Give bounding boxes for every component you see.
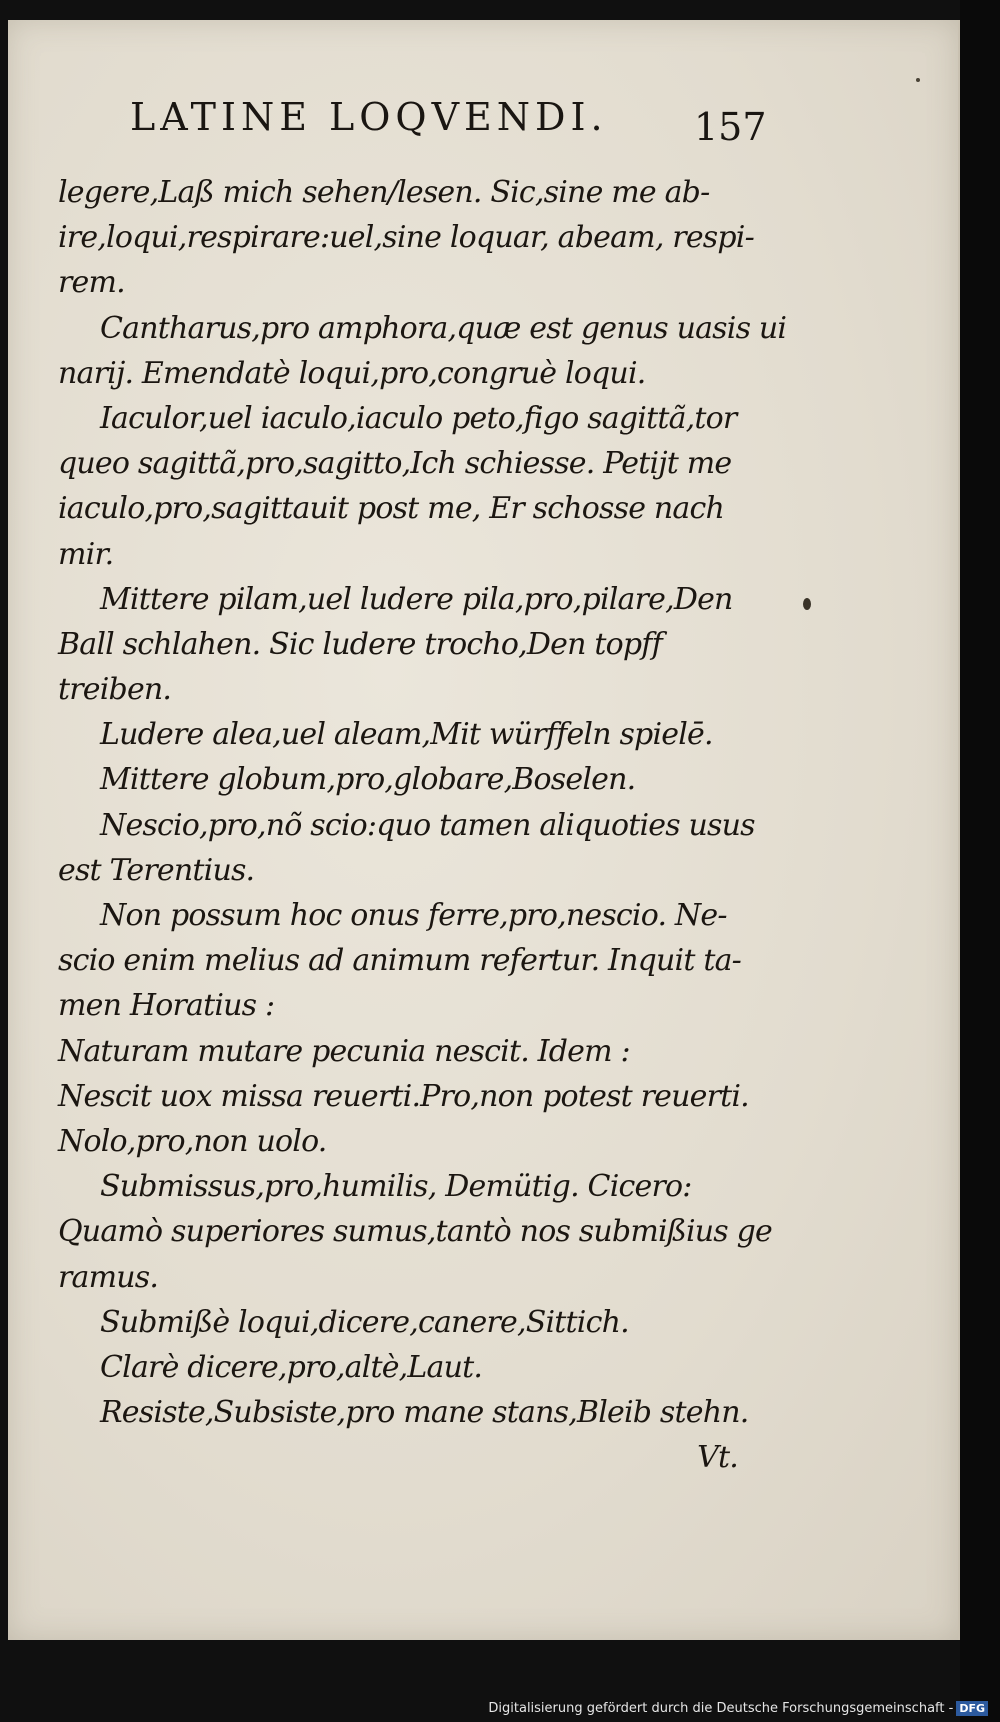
text-line: iaculo,pro,sagittauit post me, Er schosse nach xyxy=(58,491,725,527)
running-title: LATINE LOQVENDI. xyxy=(130,95,608,139)
text-line: narij. Emendatè loqui,pro,congruè loqui. xyxy=(58,355,646,391)
text-line: Submißè loqui,dicere,canere,Sittich. xyxy=(100,1304,629,1340)
text-line: scio enim melius ad animum refertur. Inquit ta- xyxy=(58,943,742,979)
text-line: Resiste,Subsiste,pro mane stans,Bleib stehn. xyxy=(100,1395,749,1431)
text-line: Nolo,pro,non uolo. xyxy=(58,1123,327,1159)
text-line: Iaculor,uel iaculo,iaculo peto,figo sagittã,tor xyxy=(100,400,737,436)
dfg-logo-icon: DFG xyxy=(956,1701,988,1716)
text-line: Submissus,pro,humilis, Demütig. Cicero: xyxy=(100,1169,692,1205)
text-line: men Horatius : xyxy=(58,988,275,1024)
text-line: Nescit uox missa reuerti.Pro,non potest reuerti. xyxy=(58,1078,749,1114)
text-line: est Terentius. xyxy=(58,852,255,888)
paper-speck xyxy=(916,78,920,82)
ink-blot xyxy=(803,598,811,610)
body-text xyxy=(58,170,787,1480)
text-line: Naturam mutare pecunia nescit. Idem : xyxy=(58,1033,630,1069)
text-line: Ball schlahen. Sic ludere trocho,Den topff xyxy=(58,626,662,662)
text-line: rem. xyxy=(58,265,125,301)
credit-text: Digitalisierung gefördert durch die Deutsche Forschungsgemeinschaft - xyxy=(488,1701,954,1716)
scanner-edge xyxy=(960,0,1000,1722)
text-line: Quamò superiores sumus,tantò nos submißius ge xyxy=(58,1214,773,1250)
text-line: Mittere globum,pro,globare,Boselen. xyxy=(100,762,636,798)
page-number: 157 xyxy=(694,105,767,149)
text-line: queo sagittã,pro,sagitto,Ich schiesse. Petijt me xyxy=(58,446,732,482)
text-line: Non possum hoc onus ferre,pro,nescio. Ne- xyxy=(100,898,727,933)
text-line: Cantharus,pro amphora,quæ est genus uasis ui xyxy=(100,310,787,346)
text-line: Ludere alea,uel aleam,Mit würffeln spielē. xyxy=(100,717,713,753)
text-line: ramus. xyxy=(58,1259,159,1295)
text-line: mir. xyxy=(58,536,114,572)
text-line: legere,Laß mich sehen/lesen. Sic,sine me ab- xyxy=(58,175,710,210)
text-line: Clarè dicere,pro,altè,Laut. xyxy=(100,1349,483,1385)
text-line: Nescio,pro,nõ scio:quo tamen aliquoties usus xyxy=(100,807,755,843)
text-line: Mittere pilam,uel ludere pila,pro,pilare,Den xyxy=(100,581,733,617)
digitization-credit xyxy=(488,1701,988,1716)
catchword: Vt. xyxy=(697,1440,738,1476)
text-line: ire,loqui,respirare:uel,sine loquar, abeam, respi- xyxy=(58,220,754,256)
text-line: treiben. xyxy=(58,672,172,708)
